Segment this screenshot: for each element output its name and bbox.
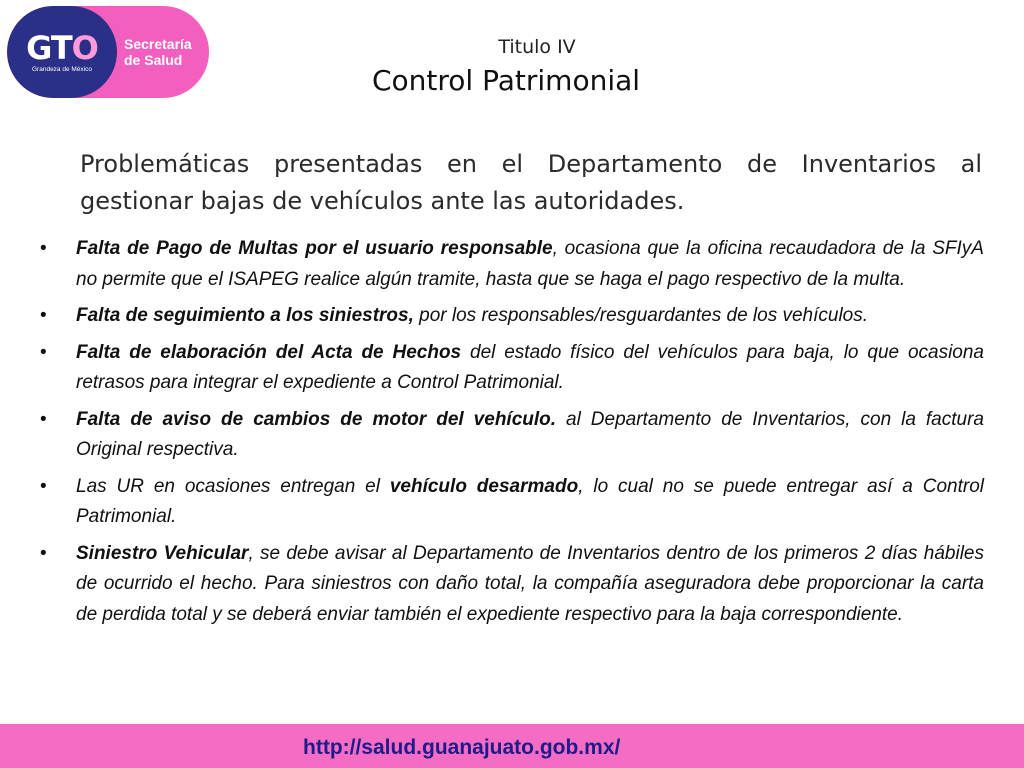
slide-subtitle: Titulo IV xyxy=(498,36,576,58)
problem-list xyxy=(40,234,984,636)
bullet-icon: • xyxy=(40,238,47,259)
list-item: • Falta de Pago de Multas por el usuario responsable, ocasiona que la oficina recaudadora de la SFIyA no permite que el ISAPEG realice algún tramite, hasta que se haga el pago respectivo de la multa. xyxy=(40,234,984,295)
gto-logo-text: GTO xyxy=(26,29,98,67)
footer-url-link[interactable]: http://salud.guanajuato.gob.mx/ xyxy=(303,736,621,759)
logo-secretaria-label: Secretaría de Salud xyxy=(124,36,192,68)
list-item: • Siniestro Vehicular, se debe avisar al Departamento de Inventarios dentro de los primeros 2 días hábiles de ocurrido el hecho. Para siniestros con daño total, la compañía aseguradora debe proporcionar la carta de perdida total y se deberá enviar también el expediente respectivo para la baja correspondiente. xyxy=(40,539,984,631)
list-item: • Falta de aviso de cambios de motor del vehículo. al Departamento de Inventarios, con la factura Original respectiva. xyxy=(40,405,984,466)
slide-title: Control Patrimonial xyxy=(372,64,641,97)
section-heading: Problemáticas presentadas en el Departamento de Inventarios al gestionar bajas de vehículos ante las autoridades. xyxy=(80,150,982,215)
list-item: • Falta de seguimiento a los siniestros, por los responsables/resguardantes de los vehículos. xyxy=(40,301,984,332)
bullet-icon: • xyxy=(40,542,47,564)
list-item: • Las UR en ocasiones entregan el vehículo desarmado, lo cual no se puede entregar así a Control Patrimonial. xyxy=(40,472,984,533)
logo-tagline: Grandeza de México xyxy=(32,66,92,73)
bullet-icon: • xyxy=(40,475,47,497)
bullet-icon: • xyxy=(40,341,47,363)
footer-bar xyxy=(0,724,1024,768)
list-item: • Falta de elaboración del Acta de Hechos del estado físico del vehículos para baja, lo que ocasiona retrasos para integrar el expediente a Control Patrimonial. xyxy=(40,338,984,399)
bullet-icon: • xyxy=(40,408,47,430)
bullet-icon: • xyxy=(40,305,47,326)
